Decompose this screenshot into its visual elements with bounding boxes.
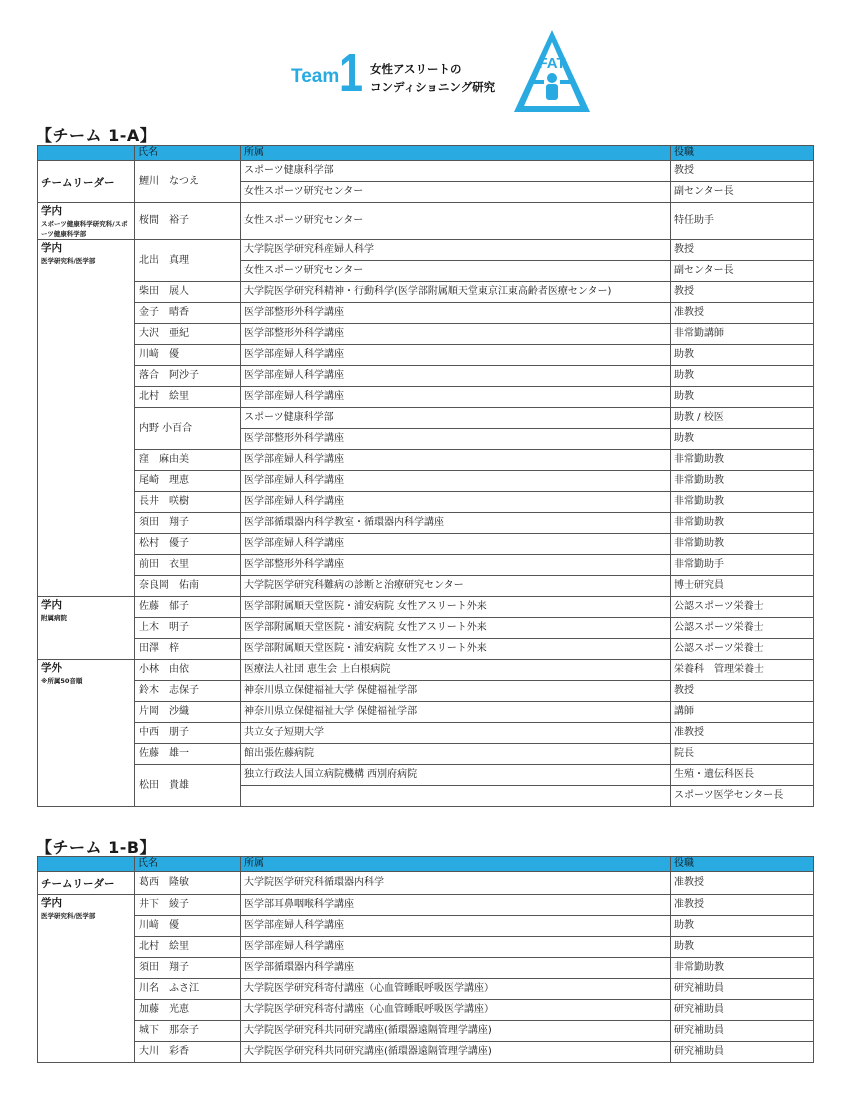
position-cell: 助教	[671, 387, 814, 408]
position-cell: 教授	[671, 282, 814, 303]
position-cell: 助教	[671, 429, 814, 450]
page-header	[0, 0, 850, 120]
affiliation-cell: 医学部産婦人科学講座	[241, 366, 671, 387]
category-sublabel: 医学研究科/医学部	[41, 912, 96, 920]
logo-dumbbell-left	[532, 80, 544, 84]
category-cell	[38, 161, 135, 203]
position-cell: 栄養科 管理栄養士	[671, 660, 814, 681]
affiliation-cell: 独立行政法人国立病院機構 西別府病院	[241, 765, 671, 786]
table-row	[38, 387, 814, 408]
name-cell: 北村 絵里	[135, 937, 241, 958]
affiliation-cell: 医学部附属順天堂医院・浦安病院 女性アスリート外来	[241, 618, 671, 639]
category-label: 学内	[41, 897, 62, 909]
category-cell	[38, 660, 135, 807]
table-row	[38, 324, 814, 345]
position-cell: 公認スポーツ栄養士	[671, 597, 814, 618]
affiliation-cell: 大学院医学研究科難病の診断と治療研究センター	[241, 576, 671, 597]
team-b-table	[37, 856, 814, 1063]
position-cell: 研究補助員	[671, 1000, 814, 1021]
affiliation-cell: 医学部産婦人科学講座	[241, 387, 671, 408]
position-cell: 研究補助員	[671, 1021, 814, 1042]
affiliation-cell: 大学院医学研究科共同研究講座(循環器遠隔管理学講座)	[241, 1021, 671, 1042]
category-cell	[38, 203, 135, 240]
category-label: 学内	[41, 205, 62, 217]
position-cell: 非常勤助教	[671, 450, 814, 471]
position-cell: 助教	[671, 916, 814, 937]
table-row	[38, 345, 814, 366]
name-cell: 前田 衣里	[135, 555, 241, 576]
affiliation-cell: 医学部附属順天堂医院・浦安病院 女性アスリート外来	[241, 597, 671, 618]
affiliation-cell: 大学院医学研究科共同研究講座(循環器遠隔管理学講座)	[241, 1042, 671, 1063]
position-cell: 助教	[671, 345, 814, 366]
name-cell: 川﨑 優	[135, 916, 241, 937]
category-sublabel: 医学研究科/医学部	[41, 257, 96, 265]
affiliation-cell: 館出張佐藤病院	[241, 744, 671, 765]
name-cell: 須田 翔子	[135, 513, 241, 534]
position-cell: スポーツ医学センター長	[671, 786, 814, 807]
category-sublabel: 附属病院	[41, 614, 67, 622]
position-cell: 院長	[671, 744, 814, 765]
affiliation-cell: 女性スポーツ研究センター	[241, 203, 671, 240]
affiliation-cell: 医学部産婦人科学講座	[241, 916, 671, 937]
name-cell: 北村 絵里	[135, 387, 241, 408]
affiliation-cell: 大学院医学研究科産婦人科学	[241, 240, 671, 261]
table-row	[38, 937, 814, 958]
position-cell: 准教授	[671, 895, 814, 916]
col-header-name: 氏名	[135, 146, 241, 161]
table-row	[38, 513, 814, 534]
table-row	[38, 979, 814, 1000]
team-a-table	[37, 145, 814, 807]
affiliation-cell: 大学院医学研究科寄付講座（心血管睡眠呼吸医学講座）	[241, 1000, 671, 1021]
affiliation-cell: 女性スポーツ研究センター	[241, 261, 671, 282]
table-row	[38, 408, 814, 429]
table-row	[38, 555, 814, 576]
col-header-name: 氏名	[135, 857, 241, 872]
position-cell: 副センター長	[671, 182, 814, 203]
affiliation-cell: スポーツ健康科学部	[241, 161, 671, 182]
affiliation-cell: 大学院医学研究科寄付講座（心血管睡眠呼吸医学講座）	[241, 979, 671, 1000]
table-row	[38, 765, 814, 786]
team-title-line1: 女性アスリートの	[370, 62, 462, 76]
team-title-line2: コンディショニング研究	[370, 80, 496, 94]
name-cell: 大川 彩香	[135, 1042, 241, 1063]
table-row	[38, 872, 814, 895]
name-cell: 城下 那奈子	[135, 1021, 241, 1042]
name-cell: 大沢 亜紀	[135, 324, 241, 345]
table-row	[38, 618, 814, 639]
table-row	[38, 639, 814, 660]
affiliation-cell: 神奈川県立保健福祉大学 保健福祉学部	[241, 702, 671, 723]
position-cell: 博士研究員	[671, 576, 814, 597]
affiliation-cell: 女性スポーツ研究センター	[241, 182, 671, 203]
table-row	[38, 492, 814, 513]
name-cell: 落合 阿沙子	[135, 366, 241, 387]
table-row	[38, 366, 814, 387]
name-cell: 柴田 展人	[135, 282, 241, 303]
col-header-category	[38, 857, 135, 872]
table-row	[38, 161, 814, 182]
name-cell: 小林 由依	[135, 660, 241, 681]
name-cell: 佐藤 郁子	[135, 597, 241, 618]
affiliation-cell: 医学部産婦人科学講座	[241, 471, 671, 492]
affiliation-cell: 医学部産婦人科学講座	[241, 937, 671, 958]
logo-figure-body	[546, 84, 558, 100]
affiliation-cell: 医療法人社団 恵生会 上白根病院	[241, 660, 671, 681]
name-cell: 川名 ふさ江	[135, 979, 241, 1000]
col-header-affiliation: 所属	[241, 857, 671, 872]
affiliation-cell: 大学院医学研究科精神・行動科学(医学部附属順天堂東京江東高齢者医療センター)	[241, 282, 671, 303]
name-cell: 長井 咲樹	[135, 492, 241, 513]
category-cell	[38, 895, 135, 1063]
position-cell: 副センター長	[671, 261, 814, 282]
affiliation-cell	[241, 786, 671, 807]
category-sublabel: ※所属50音順	[41, 677, 83, 685]
table-row	[38, 576, 814, 597]
affiliation-cell: 医学部循環器内科学教室・循環器内科学講座	[241, 513, 671, 534]
position-cell: 非常勤助手	[671, 555, 814, 576]
category-label: 学内	[41, 599, 62, 611]
affiliation-cell: 医学部整形外科学講座	[241, 555, 671, 576]
position-cell: 非常勤講師	[671, 324, 814, 345]
category-cell	[38, 597, 135, 660]
fat-logo	[512, 28, 592, 114]
name-cell: 田澤 梓	[135, 639, 241, 660]
name-cell: 佐藤 雄一	[135, 744, 241, 765]
team-a-body	[38, 161, 814, 807]
position-cell: 准教授	[671, 723, 814, 744]
table-row	[38, 916, 814, 937]
affiliation-cell: 医学部循環器内科学講座	[241, 958, 671, 979]
category-cell	[38, 240, 135, 597]
table-header-row	[38, 146, 814, 161]
name-cell: 奈良岡 佑南	[135, 576, 241, 597]
affiliation-cell: 医学部産婦人科学講座	[241, 534, 671, 555]
affiliation-cell: 医学部整形外科学講座	[241, 324, 671, 345]
table-row	[38, 597, 814, 618]
position-cell: 非常勤助教	[671, 492, 814, 513]
position-cell: 非常勤助教	[671, 471, 814, 492]
table-row	[38, 1021, 814, 1042]
team-word: Team	[291, 66, 340, 87]
name-cell: 鯉川 なつえ	[135, 161, 241, 203]
team-title	[370, 60, 495, 96]
position-cell: 助教	[671, 937, 814, 958]
name-cell: 桜間 裕子	[135, 203, 241, 240]
table-row	[38, 534, 814, 555]
position-cell: 助教	[671, 366, 814, 387]
name-cell: 松田 貴雄	[135, 765, 241, 807]
position-cell: 公認スポーツ栄養士	[671, 618, 814, 639]
name-cell: 須田 翔子	[135, 958, 241, 979]
col-header-position: 役職	[671, 146, 814, 161]
team-number: 1	[339, 43, 364, 103]
position-cell: 非常勤助教	[671, 513, 814, 534]
table-row	[38, 1000, 814, 1021]
position-cell: 准教授	[671, 303, 814, 324]
position-cell: 教授	[671, 161, 814, 182]
position-cell: 非常勤助教	[671, 534, 814, 555]
table-row	[38, 303, 814, 324]
table-row	[38, 1042, 814, 1063]
position-cell: 教授	[671, 681, 814, 702]
affiliation-cell: 神奈川県立保健福祉大学 保健福祉学部	[241, 681, 671, 702]
table-row	[38, 660, 814, 681]
position-cell: 非常勤助教	[671, 958, 814, 979]
table-row	[38, 681, 814, 702]
affiliation-cell: 医学部整形外科学講座	[241, 303, 671, 324]
affiliation-cell: 医学部産婦人科学講座	[241, 450, 671, 471]
name-cell: 片岡 沙織	[135, 702, 241, 723]
name-cell: 鈴木 志保子	[135, 681, 241, 702]
affiliation-cell: 医学部産婦人科学講座	[241, 492, 671, 513]
category-label: チームリーダー	[41, 878, 115, 890]
affiliation-cell: 共立女子短期大学	[241, 723, 671, 744]
affiliation-cell: スポーツ健康科学部	[241, 408, 671, 429]
col-header-category	[38, 146, 135, 161]
category-cell	[38, 872, 135, 895]
affiliation-cell: 医学部整形外科学講座	[241, 429, 671, 450]
logo-figure-head	[547, 73, 557, 83]
affiliation-cell: 医学部耳鼻咽喉科学講座	[241, 895, 671, 916]
team-b-body	[38, 872, 814, 1063]
category-label: チームリーダー	[41, 176, 115, 189]
table-row	[38, 450, 814, 471]
table-row	[38, 240, 814, 261]
col-header-affiliation: 所属	[241, 146, 671, 161]
category-label: 学内	[41, 242, 62, 254]
table-row	[38, 471, 814, 492]
position-cell: 講師	[671, 702, 814, 723]
affiliation-cell: 大学院医学研究科循環器内科学	[241, 872, 671, 895]
table-row	[38, 723, 814, 744]
position-cell: 生殖・遺伝科医長	[671, 765, 814, 786]
name-cell: 松村 優子	[135, 534, 241, 555]
name-cell: 中西 朋子	[135, 723, 241, 744]
position-cell: 公認スポーツ栄養士	[671, 639, 814, 660]
name-cell: 北出 真理	[135, 240, 241, 282]
table-row	[38, 744, 814, 765]
table-row	[38, 895, 814, 916]
position-cell: 教授	[671, 240, 814, 261]
position-cell: 助教 / 校医	[671, 408, 814, 429]
table-row	[38, 203, 814, 240]
name-cell: 尾崎 理恵	[135, 471, 241, 492]
name-cell: 内野 小百合	[135, 408, 241, 450]
name-cell: 上木 明子	[135, 618, 241, 639]
team-b-title: 【チーム 1-B】	[36, 838, 157, 857]
logo-text: FAT	[538, 55, 566, 72]
category-sublabel: スポーツ健康科学研究科/スポーツ健康科学部	[41, 220, 128, 238]
affiliation-cell: 医学部附属順天堂医院・浦安病院 女性アスリート外来	[241, 639, 671, 660]
name-cell: 加藤 光恵	[135, 1000, 241, 1021]
position-cell: 研究補助員	[671, 1042, 814, 1063]
position-cell: 准教授	[671, 872, 814, 895]
table-row	[38, 958, 814, 979]
category-label: 学外	[41, 662, 62, 674]
name-cell: 井下 綾子	[135, 895, 241, 916]
table-row	[38, 282, 814, 303]
name-cell: 窪 麻由美	[135, 450, 241, 471]
position-cell: 研究補助員	[671, 979, 814, 1000]
affiliation-cell: 医学部産婦人科学講座	[241, 345, 671, 366]
table-header-row	[38, 857, 814, 872]
table-row	[38, 702, 814, 723]
name-cell: 川﨑 優	[135, 345, 241, 366]
name-cell: 金子 晴香	[135, 303, 241, 324]
logo-dumbbell-right	[560, 80, 572, 84]
name-cell: 葛西 隆敏	[135, 872, 241, 895]
team-a-title: 【チーム 1-A】	[36, 126, 157, 145]
col-header-position: 役職	[671, 857, 814, 872]
position-cell: 特任助手	[671, 203, 814, 240]
